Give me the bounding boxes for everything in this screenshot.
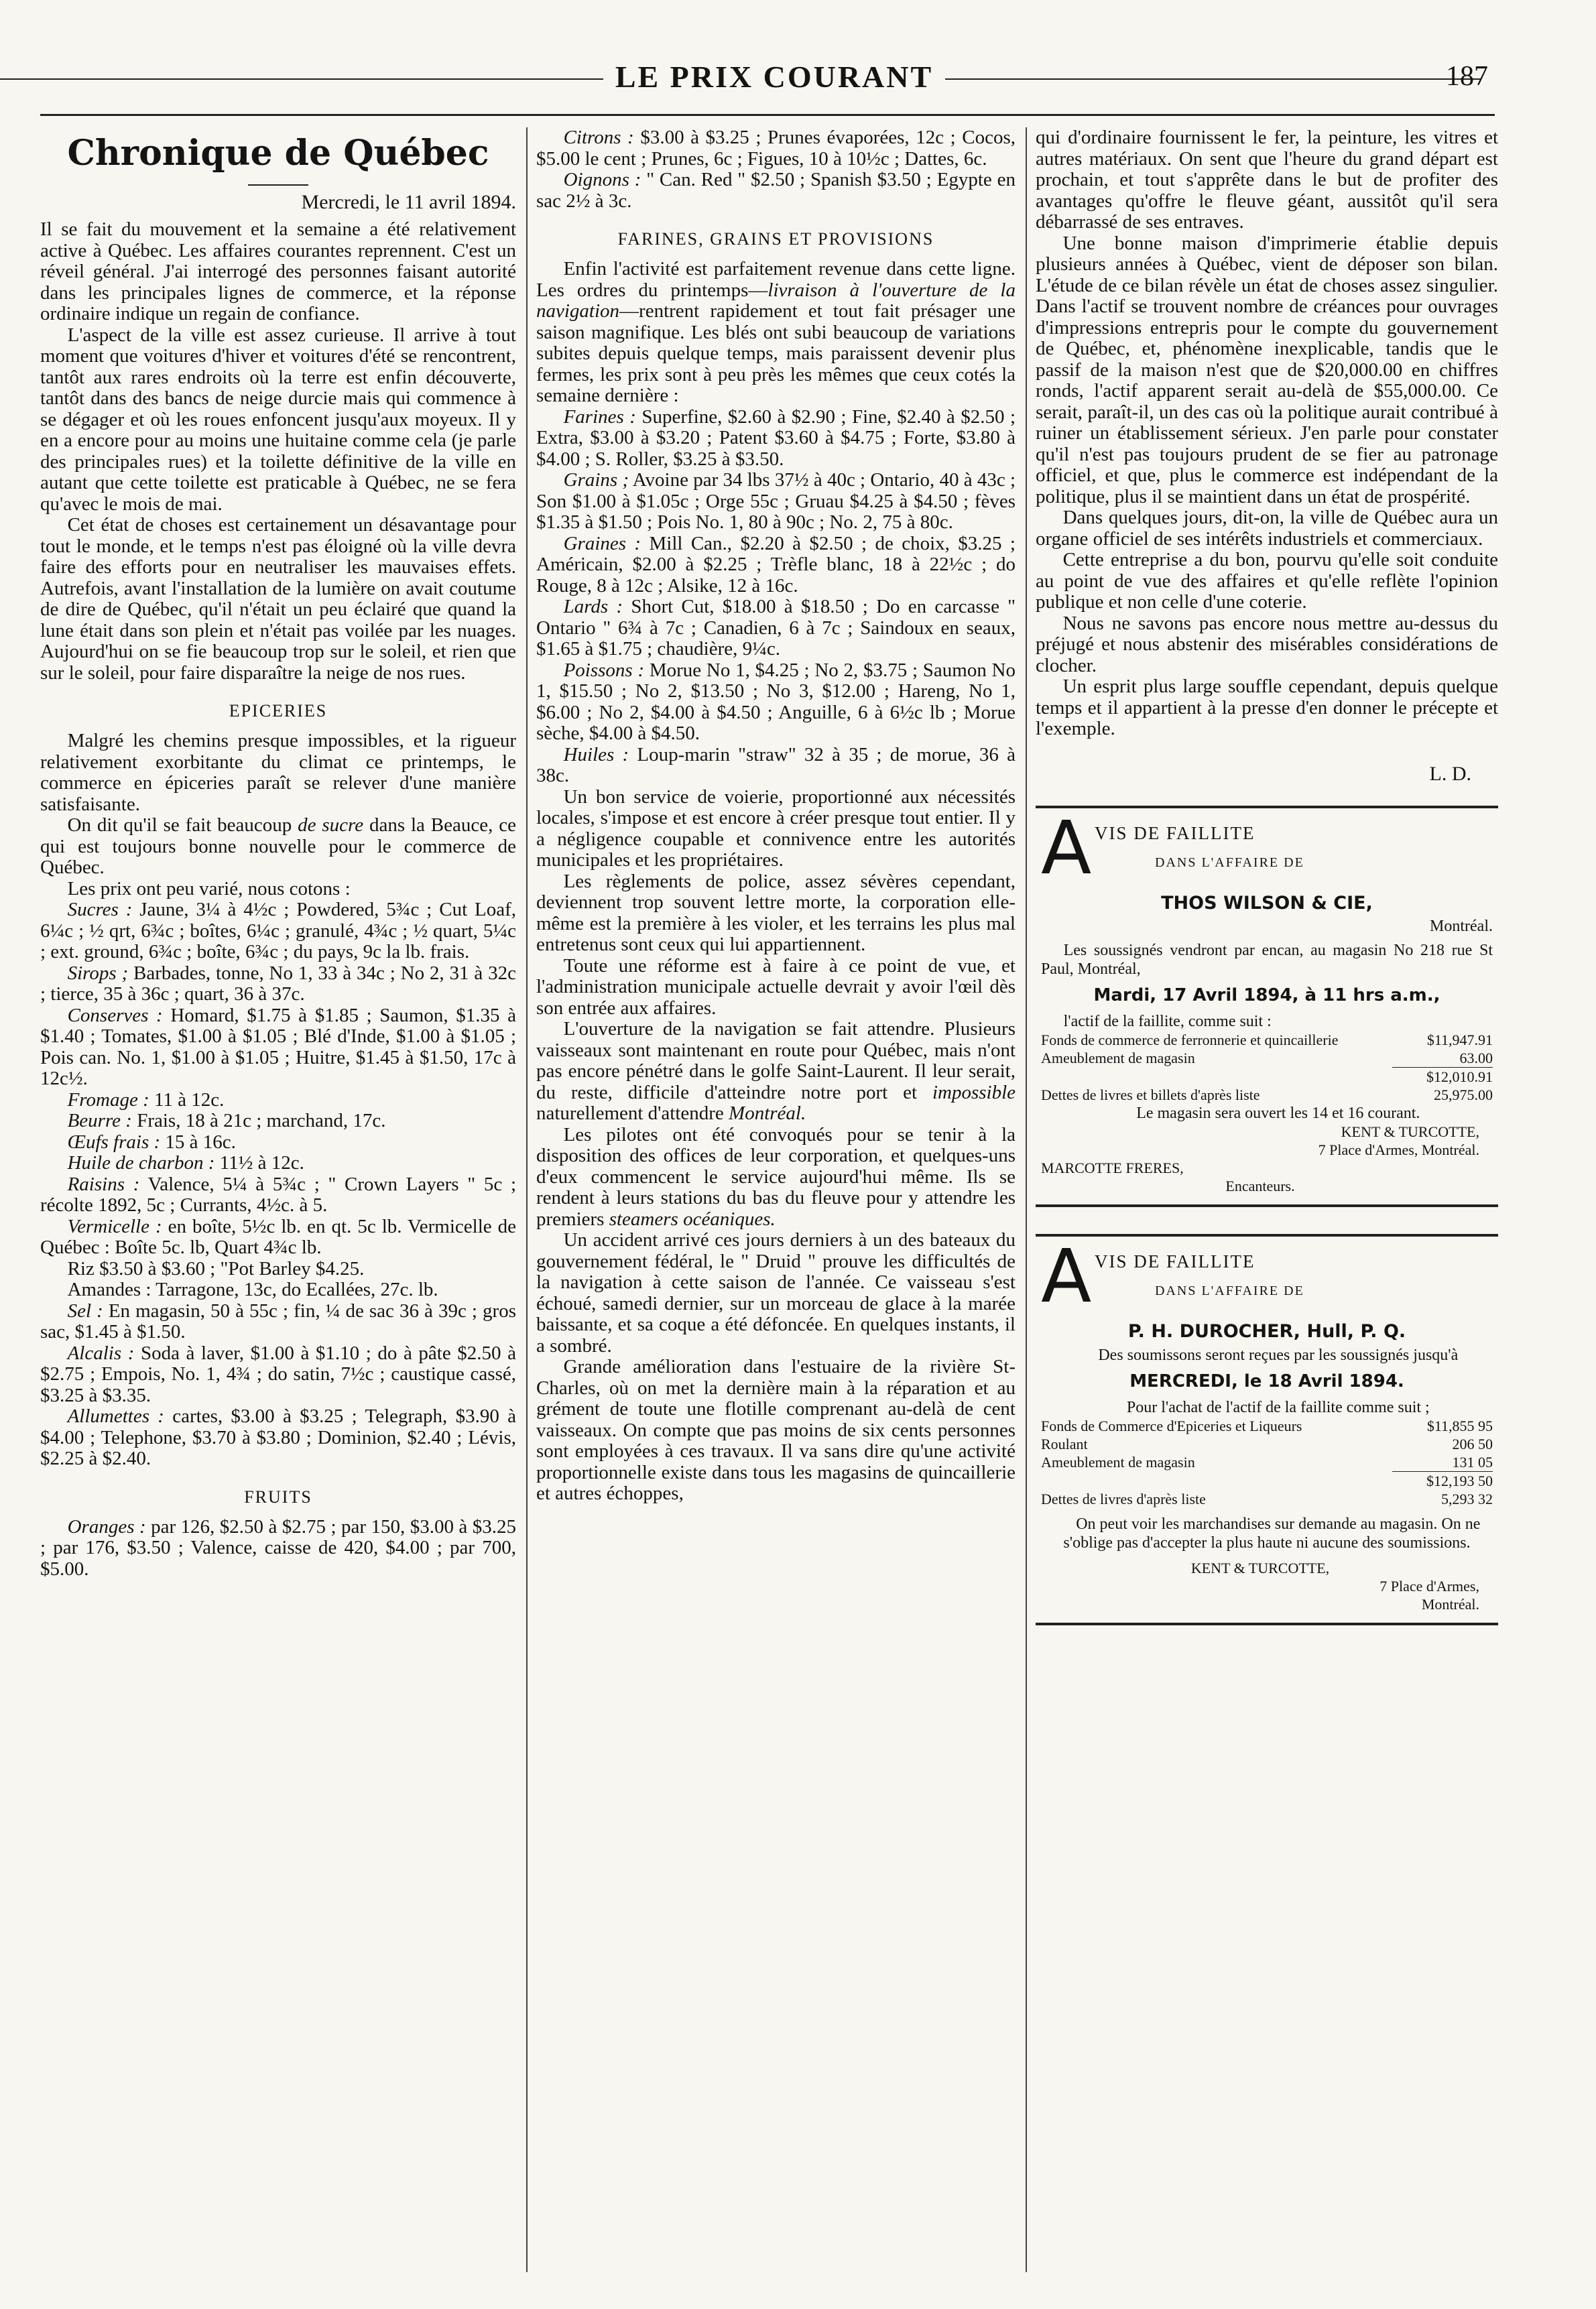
asset-value: $11,947.91 [1426,1031,1493,1048]
price-item [536,470,1016,534]
signatory: KENT & TURCOTTE, [1341,1123,1479,1140]
price-item [40,899,516,963]
debts-label: Dettes de livres et billets d'après liste [1041,1086,1260,1103]
total-value: $12,010.91 [1426,1068,1493,1085]
asset-row [1041,1049,1493,1067]
total-value: $12,193 50 [1426,1472,1493,1489]
bankruptcy-notice-wilson [1036,806,1498,1207]
debts-value: 5,293 32 [1441,1490,1493,1507]
price-item-label: Sirops ; [67,962,129,984]
price-item-label: Huiles : [563,743,629,765]
emphasis: livraison à l'ouverture de la navigation [536,279,1016,322]
asset-value: 63.00 [1459,1049,1493,1066]
drop-cap: A [1041,1233,1092,1319]
masthead-rule-left [0,78,603,80]
price-item-text: " Can. Red " $2.50 ; Spanish $3.50 ; Egypte en sac 2½ à 3c. [536,169,1016,212]
actif-label: Pour l'achat de l'actif de la faillite comme suit ; [1126,1398,1430,1416]
firm-place: Montréal. [1430,917,1493,935]
price-item [40,1090,516,1111]
asset-row [1041,1417,1493,1435]
paragraph [536,259,1016,407]
price-item-text: Riz $3.50 à $3.60 ; "Pot Barley $4.25. [67,1257,365,1280]
notice-header [1041,804,1493,891]
notice-text: Les soussignés vendront par encan, au magasin No 218 rue St Paul, Montréal, [1041,941,1493,978]
paragraph [40,815,516,879]
price-item-label: Huile de charbon : [67,1152,215,1174]
price-item [536,660,1016,745]
paragraph: Malgré les chemins presque impossibles, et la rigueur relativement exorbitante du climat ce printemps, le commerce en épiceries paraît se relever d'une manière satisfaisante. [40,730,516,815]
firm-name: P. H. DUROCHER, Hull, P. Q. [1127,1320,1406,1342]
asset-row [1041,1031,1493,1049]
asset-value: $11,855 95 [1426,1417,1493,1434]
price-item-text: Avoine par 34 lbs 37½ à 40c ; Ontario, 40 à 43c ; Son $1.00 à $1.05c ; Orge 55c ; Gruau $4.25 à $4.50 ; fèves $1.35 à $1.50 ; Pois No. 1, 80 à 90c ; No. 2, 75 à 80c. [536,469,1016,533]
price-item-text: Morue No 1, $4.25 ; No 2, $3.75 ; Saumon No 1, $15.50 ; No 2, $13.50 ; No 3, $12.00 ; Hareng, No 1, $6.00 ; No 2, $4.00 à $4.50 ; Anguille, 6 à 6½c lb ; Morue sèche, $4.00 à $4.50. [536,659,1016,744]
paragraph: Les règlements de police, assez sévères cependant, deviennent trop souvent lettre morte, la corporation elle-même est la première à les violer, et les terrains les plus mal entretenus sont ceux qui lui appartiennent. [536,870,1016,955]
paragraph [536,1019,1016,1125]
notice-subtitle: DANS L'AFFAIRE DE [1155,855,1304,870]
debts-value: 25,975.00 [1434,1086,1493,1103]
text-run: On dit qu'il se fait beaucoup [67,814,298,836]
paragraph: qui d'ordinaire fournissent le fer, la peinture, les vitres et autres matériaux. On sent que l'heure du grand départ est prochain, et tout s'apprête dans le but de profiter des avantages qu'offre le fleuve géant, aussitôt qu'il sera débarrassé de ses entraves. [1036,127,1498,233]
paragraph: Un bon service de voierie, proportionné aux nécessités locales, s'impose et est encore à créer presque tout entier. Il y a négligence coupable et connivence entre les autorités municipales et les propriétaires. [536,786,1016,871]
price-item-label: Lards : [563,596,623,617]
price-item-label: Œufs frais : [67,1131,161,1153]
emphasis: impossible [932,1081,1016,1103]
price-item-text: Valence, 5¼ à 5¾c ; " Crown Layers " 5c ; récolte 1892, 5c ; Currants, 4½c. à 5. [40,1173,516,1216]
price-item [40,1216,516,1259]
asset-value: 206 50 [1452,1435,1493,1452]
column-3 [1036,127,1498,2272]
notice-header [1041,1233,1493,1319]
author-signature: L. D. [1429,762,1471,785]
signatory-address: 7 Place d'Armes, Montréal. [1318,1141,1479,1158]
price-list-epiceries [40,899,516,1470]
article-title: Chronique de Québec [67,133,489,174]
firm-name: THOS WILSON & CIE, [1161,892,1373,914]
asset-label: Roulant [1041,1435,1088,1452]
price-item [536,407,1016,471]
price-item-label: Allumettes : [67,1406,164,1427]
paragraph: Une bonne maison d'imprimerie établie depuis plusieurs années à Québec, vient de déposer son bilan. L'étude de ce bilan révèle un état de choses assez singulier. Dans l'actif se trouvent nombre de créances pour ouvrages d'impressions entrepris pour le compte du gouvernement de Québec, et, phénomène inexplicable, tandis que le passif de la maison n'est que de $20,000.00 en chiffres ronds, l'actif apparent serait au-delà de $55,000.00. Ce serait, paraît-il, un des cas où la politique aurait contribué à ruiner un établissement sérieux. J'en parle pour constater qu'il n'est pas toujours prudent de se fier au patronage officiel, et que, plus le commerce est indépendant de la politique, plus il se maintient dans un état de prospérité. [1036,232,1498,507]
asset-value: 131 05 [1452,1453,1493,1471]
notice-text: Des soumissons seront reçues par les soussignés jusqu'à [1098,1346,1459,1364]
tender-date: MERCREDI, le 18 Avril 1894. [1129,1371,1404,1391]
article-date: Mercredi, le 11 avril 1894. [301,191,516,213]
signatory-address: 7 Place d'Armes, [1379,1577,1479,1595]
text-run: naturellement d'attendre [536,1103,729,1124]
notice-subtitle: DANS L'AFFAIRE DE [1155,1283,1304,1298]
price-item-text: En magasin, 50 à 55c ; fin, ¼ de sac 36 à 39c ; gros sac, $1.45 à $1.50. [40,1300,516,1343]
debts-label: Dettes de livres d'après liste [1041,1490,1206,1507]
section-heading-farines: FARINES, GRAINS ET PROVISIONS [617,229,934,249]
price-item-label: Graines : [563,532,641,554]
paragraph: Cet état de choses est certainement un désavantage pour tout le monde, et le temps n'est pas éloigné où la ville devra faire des efforts pour en neutraliser les mauvaises effets. Autrefois, avant l'installation de la lumière on avait coutume de dire de Québec, qu'il n'était un peu éclairé que quand la lune était dans son plein et n'était pas voilée par les nuages. Aujourd'hui on se fie beaucoup trop sur le soleil, et rien que sur le soleil, pour faire disparaître la neige de nos rues. [40,514,516,684]
paragraph: Cette entreprise a du bon, pourvu qu'elle soit conduite au point de vue des affaires et qu'elle reflète l'opinion publique et non celle d'une coterie. [1036,549,1498,613]
price-item-text: $3.00 à $3.25 ; Prunes évaporées, 12c ; Cocos, $5.00 le cent ; Prunes, 6c ; Figues, 10 à 10½c ; Dattes, 6c. [536,127,1016,170]
page-number: 187 [1446,61,1488,92]
price-item [40,1111,516,1132]
price-item [40,963,516,1005]
emphasis: steamers océaniques. [609,1208,776,1230]
paragraph: Nous ne savons pas encore nous mettre au-dessus du préjugé et nous abstenir des misérables considérations de clocher. [1036,612,1498,676]
price-item-text: cartes, $3.00 à $3.25 ; Telegraph, $3.90 à $4.00 ; Telephone, $3.70 à $3.80 ; Dominion, $2.40 ; Lévis, $2.25 à $2.40. [40,1406,516,1469]
price-item [40,1517,516,1580]
header-rule [40,114,1495,116]
section-heading-epiceries: EPICERIES [229,701,328,721]
text-run: L'ouverture de la navigation se fait attendre. Plusieurs vaisseaux sont maintenant en route pour Québec, mais n'ont pas encore pénétré dans le golfe Saint-Laurent. Il leur serait, du reste, difficile d'atteindre notre port et [536,1018,1016,1103]
masthead-rule-right [945,78,1481,80]
price-item-text: Superfine, $2.60 à $2.90 ; Fine, $2.40 à $2.50 ; Extra, $3.00 à $3.20 ; Patent $3.60 à $4.75 ; Forte, $3.80 à $4.00 ; S. Roller, $3.25 à $3.50. [536,405,1016,470]
price-item [40,1174,516,1216]
journal-title: LE PRIX COURANT [615,60,934,94]
price-item [536,127,1016,170]
price-item-text: Jaune, 3¼ à 4½c ; Powdered, 5¾c ; Cut Loaf, 6¼c ; ½ qrt, 6¾c ; boîtes, 6¼c ; granulé, 4¾c ; ½ quart, 5¼c ; ext. ground, 6¾c ; boîte, 6¾c ; du pays, 9c la lb. frais. [40,899,516,962]
column-2 [536,127,1016,2272]
price-item-text: Homard, $1.75 à $1.85 ; Saumon, $1.35 à $1.40 ; Tomates, $1.00 à $1.05 ; Blé d'Inde, $1.00 à $1.05 ; Pois can. No. 1, $1.00 à $1.05 ; Huitre, $1.45 à $1.50, 17c à 12c½. [40,1004,516,1089]
price-item [40,1406,516,1470]
price-item [40,1343,516,1407]
text-run: —rentrent rapidement et tout fait présager une saison magnifique. Les blés ont subi beaucoup de variations subites depuis quelque temps, mais paraissent devenir plus fermes, les prix sont à peu près les mêmes que ceux cotés la semaine dernière : [536,300,1016,406]
paragraph: Les prix ont peu varié, nous cotons : [67,877,351,899]
price-item-text: Short Cut, $18.00 à $18.50 ; Do en carcasse " Ontario " 6¾ à 7c ; Canadien, 6 à 7c ; Saindoux en seaux, $1.65 à $1.75 ; chaudière, 9¼c. [536,596,1016,660]
drop-cap: A [1041,804,1092,891]
price-item [40,1259,516,1280]
debts-row [1041,1086,1493,1104]
price-item-label: Grains ; [563,469,629,491]
text-run: Enfin l'activité est parfaitement revenue dans cette ligne. Les ordres du printemps— [536,258,1016,301]
price-item-text: 11½ à 12c. [214,1152,304,1174]
price-item-label: Sel : [67,1300,103,1322]
price-item-text: Amandes : Tarragone, 13c, do Ecallées, 27c. lb. [67,1279,438,1300]
asset-label: Fonds de commerce de ferronnerie et quincaillerie [1041,1031,1339,1048]
total-row [1041,1068,1493,1086]
column-divider-1 [526,127,528,2272]
price-item [40,1280,516,1301]
notice-title: VIS DE FAILLITE [1095,1251,1255,1271]
paragraph: Un accident arrivé ces jours derniers à un des bateaux du gouvernement fédéral, le " Druid " prouve les difficultés de la navigation à cette saison de l'année. Ce vaisseau s'est échoué, samedi dernier, sur un morceau de glace à la marée baissante, et sa coque a été défoncée. En quelques instants, il a sombré. [536,1229,1016,1357]
paragraph: Toute une réforme est à faire à ce point de vue, et l'administration municipale actuelle devrait y avoir l'œil dès son entrée aux affaires. [536,954,1016,1019]
price-item [40,1301,516,1343]
viewing-note: On peut voir les marchandises sur demande au magasin. On ne s'oblige pas d'accepter la plus haute ni aucune des soumissions. [1063,1515,1481,1552]
paragraph: Un esprit plus large souffle cependant, depuis quelque temps et il appartient à la presse d'en donner le précepte et l'exemple. [1036,676,1498,739]
price-item-text: Loup-marin "straw" 32 à 35 ; de morue, 36 à 38c. [536,743,1016,786]
bankruptcy-notice-durocher [1036,1234,1498,1625]
asset-row [1041,1453,1493,1471]
emphasis: Montréal. [729,1103,806,1124]
price-list-farines [536,407,1016,787]
price-item-label: Alcalis : [67,1342,135,1364]
total-row [1041,1472,1493,1490]
notice-title: VIS DE FAILLITE [1095,822,1255,843]
price-item-text: Frais, 18 à 21c ; marchand, 17c. [131,1110,386,1131]
price-item-text: Soda à laver, $1.00 à $1.10 ; do à pâte $2.50 à $2.75 ; Empois, No. 1, 4¾ ; do satin, 7½c ; caustique cassé, $3.25 à $3.35. [40,1342,516,1406]
paragraph: Grande amélioration dans l'estuaire de la rivière St-Charles, où on met la dernière main à la réparation et au grément de toute une flotille comprenant au-delà de cent vaisseaux. On compte que pas moins de six cents personnes sont employées à ces travaux. Il va sans dire qu'une activité proportionnelle existe dans tous les magasins de quincaillerie et autres échoppes, [536,1356,1016,1504]
price-item [536,534,1016,597]
price-list-fruits-continued [536,127,1016,212]
price-item-text: Mill Can., $2.20 à $2.50 ; de choix, $3.25 ; Américain, $2.00 à $2.25 ; Trèfle blanc, 18 à 22½c ; do Rouge, 8 à 12c ; Alsike, 12 à 16c. [536,532,1016,597]
asset-label: Fonds de Commerce d'Epiceries et Liqueurs [1041,1417,1302,1434]
price-item [536,170,1016,212]
actif-label: l'actif de la faillite, comme suit : [1063,1012,1272,1030]
price-item-label: Vermicelle : [67,1215,162,1237]
price-item-text: Barbades, tonne, No 1, 33 à 34c ; No 2, 31 à 32c ; tierce, 35 à 36c ; quart, 36 à 37c. [40,962,516,1005]
asset-label: Ameublement de magasin [1041,1453,1195,1471]
column-1 [40,127,516,2272]
price-item-text: en boîte, 5½c lb. en qt. 5c lb. Vermicelle de Québec : Boîte 5c. lb, Quart 4¾c lb. [40,1215,516,1258]
price-item [40,1005,516,1090]
price-item-label: Beurre : [67,1110,132,1131]
price-item-label: Citrons : [563,127,634,148]
asset-row [1041,1435,1493,1453]
price-item-text: 15 à 16c. [160,1131,236,1153]
signatory-city: Montréal. [1421,1595,1479,1613]
store-open-note: Le magasin sera ouvert les 14 et 16 courant. [1136,1104,1420,1122]
price-item-label: Conserves : [67,1004,163,1026]
asset-label: Ameublement de magasin [1041,1049,1195,1066]
signatory: KENT & TURCOTTE, [1190,1559,1330,1576]
price-item-label: Farines : [563,405,636,428]
masthead [0,54,1596,101]
price-item [536,597,1016,660]
price-item [40,1153,516,1174]
price-item-label: Fromage : [67,1088,149,1111]
emphasis: de sucre [298,814,364,836]
auctioneer-title: Encanteurs. [1225,1177,1295,1194]
price-item-label: Oranges : [67,1515,146,1538]
auctioneer: MARCOTTE FRERES, [1041,1159,1184,1176]
price-item-text: 11 à 12c. [149,1088,225,1111]
debts-row [1041,1490,1493,1508]
section-heading-fruits: FRUITS [244,1487,312,1507]
price-item-label: Poissons : [563,659,645,681]
sale-date: Mardi, 17 Avril 1894, à 11 hrs a.m., [1093,985,1440,1005]
paragraph [536,1125,1016,1231]
price-item [40,1132,516,1153]
price-list-fruits [40,1517,516,1580]
price-item-label: Sucres : [67,899,133,920]
price-item-text: par 126, $2.50 à $2.75 ; par 150, $3.00 à $3.25 ; par 176, $3.50 ; Valence, caisse de 420, $4.00 ; par 700, $5.00. [40,1515,516,1580]
price-item-label: Raisins : [67,1173,140,1195]
title-rule [248,184,308,186]
paragraph: Dans quelques jours, dit-on, la ville de Québec aura un organe officiel de ses intérêts industriels et commerciaux. [1036,507,1498,550]
paragraph: Il se fait du mouvement et la semaine a été relativement active à Québec. Les affaires courantes reprennent. C'est un réveil général. J'ai interrogé des personnes faisant autorité dans les principales lignes de commerce, et la réponse ordinaire indique un regain de confiance. [40,219,516,324]
price-item-label: Oignons : [563,169,641,190]
text-run: dans la Beauce, ce qui est toujours bonne nouvelle pour le commerce de Québec. [40,814,516,878]
text-run: Les pilotes ont été convoqués pour se tenir à la disposition des offices de leur corporation, et quelques-uns d'eux commencent le service aujourd'hui même. Ils se rendent à leurs stations du bas du fleuve pour y attendre les premiers [536,1123,1016,1230]
column-divider-2 [1026,127,1027,2272]
paragraph: L'aspect de la ville est assez curieuse. Il arrive à tout moment que voitures d'hiver et voitures d'été se rencontrent, tantôt aux rares endroits où la terre est enfin découverte, tantôt dans des bancs de neige durcie mais qui commence à se dégager et où les roues enfoncent jusqu'aux moyeux. Il y en a encore pour au moins une huitaine comme cela (je parle des principales rues) et la toilette définitive de la ville en autant que cette toilette est praticable à Québec, ne se fera qu'avec le mois de mai. [40,324,516,515]
price-item [536,745,1016,787]
